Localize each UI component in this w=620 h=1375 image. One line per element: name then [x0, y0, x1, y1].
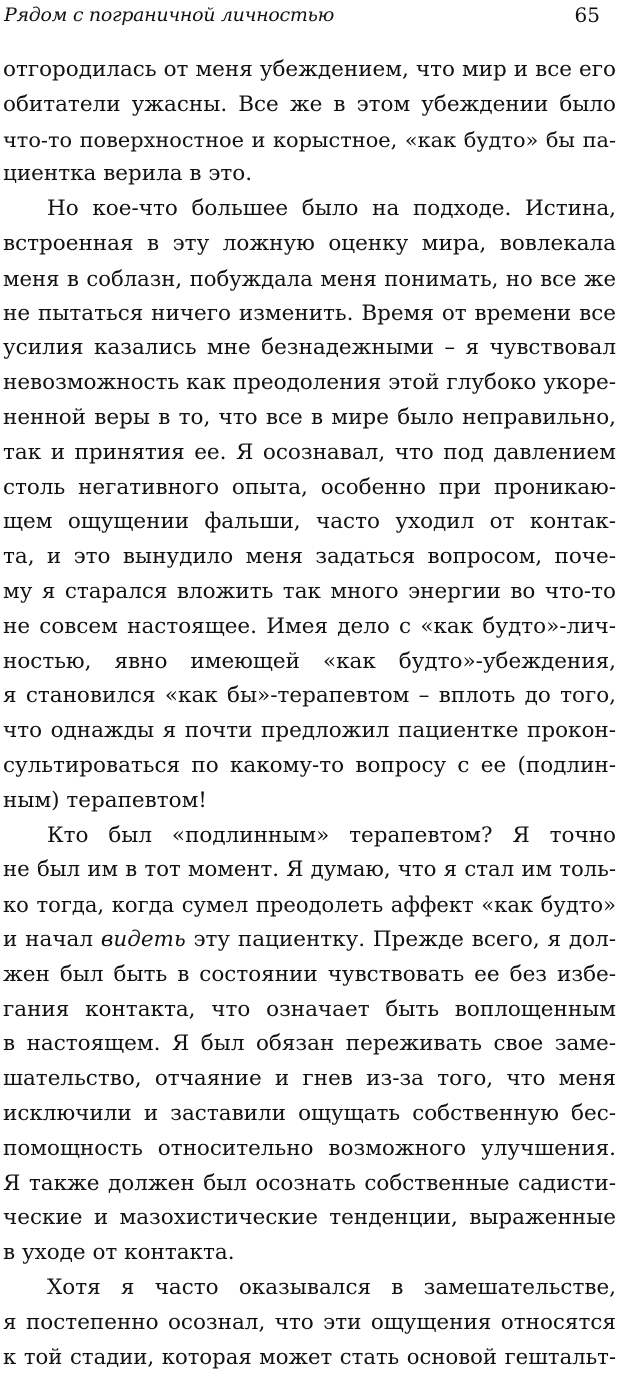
page-number: 65: [574, 3, 600, 27]
text-line: ко тогда, когда сумел преодолеть аффект «как будто»: [3, 892, 616, 918]
text-line: Но кое-что большее было на подходе. Истина,: [47, 196, 616, 222]
text-line: обитатели ужасны. Все же в этом убеждении было: [3, 91, 616, 117]
text-line: исключили и заставили ощущать собственную бес-: [3, 1100, 616, 1126]
text-line: ческие и мазохистические тенденции, выраженные: [3, 1205, 616, 1231]
running-title: Рядом с пограничной личностью: [4, 4, 335, 26]
text-line: невозможность как преодоления этой глубоко укоре-: [3, 370, 616, 396]
text-line: Хотя я часто оказывался в замешательстве,: [47, 1274, 616, 1300]
text-line: в уходе от контакта.: [3, 1240, 235, 1266]
text-line: Кто был «подлинным» терапевтом? Я точно: [47, 822, 616, 848]
text-line: му я старался вложить так много энергии во что-то: [3, 578, 616, 604]
text-line: так и принятия ее. Я осознавал, что под давлением: [3, 439, 616, 465]
text-line: циентка верила в это.: [3, 161, 253, 187]
text-line: жен был быть в состоянии чувствовать ее без избе-: [3, 961, 616, 987]
text-line: шательство, отчаяние и гнев из-за того, что меня: [3, 1066, 616, 1092]
text-line: гания контакта, что означает быть воплощенным: [3, 996, 616, 1022]
text-line: та, и это вынудило меня задаться вопросом, поче-: [3, 544, 616, 570]
text-line: отгородилась от меня убеждением, что мир и все его: [3, 57, 616, 82]
text-line: ным) терапевтом!: [3, 787, 207, 813]
text-line: [3, 923, 616, 958]
running-head: [4, 2, 612, 34]
text-line: усилия казались мне безнадежными – я чувствовал: [3, 335, 616, 361]
text-line: я становился «как бы»-терапевтом – вплоть до того,: [3, 683, 616, 709]
text-line: сультироваться по какому-то вопросу с ее (подлин-: [3, 752, 616, 778]
text-line: не был им в тот момент. Я думаю, что я стал им толь-: [3, 857, 616, 883]
body-text: [3, 53, 616, 1375]
text-line: что однажды я почти предложил пациентке прокон-: [3, 718, 616, 744]
text-line: Я также должен был осознать собственные садисти-: [3, 1170, 616, 1196]
text-segment: эту пациентку. Прежде всего, я дол-: [185, 926, 616, 952]
text-line: что-то поверхностное и корыстное, «как будто» бы па-: [3, 127, 616, 152]
text-line: к той стадии, которая может стать основой гештальт-: [3, 1344, 616, 1370]
text-line: в настоящем. Я был обязан переживать свое заме-: [3, 1031, 616, 1057]
text-line: встроенная в эту ложную оценку мира, вовлекала: [3, 230, 616, 256]
text-line: я постепенно осознал, что эти ощущения относятся: [3, 1309, 616, 1335]
text-line: помощность относительно возможного улучшения.: [3, 1135, 616, 1161]
text-line: меня в соблазн, побуждала меня понимать, но все же: [3, 265, 616, 291]
text-line: столь негативного опыта, особенно при проникаю-: [3, 474, 616, 500]
text-segment: и начал: [3, 926, 101, 952]
text-line: ненной веры в то, что все в мире было неправильно,: [3, 404, 616, 430]
text-line: не совсем настоящее. Имея дело с «как будто»-лич-: [3, 613, 616, 639]
text-line: не пытаться ничего изменить. Время от времени все: [3, 300, 616, 326]
italic-emphasis: видеть: [100, 926, 186, 952]
text-line: щем ощущении фальши, часто уходил от контак-: [3, 509, 616, 535]
text-line: ностью, явно имеющей «как будто»-убеждения,: [3, 648, 616, 674]
